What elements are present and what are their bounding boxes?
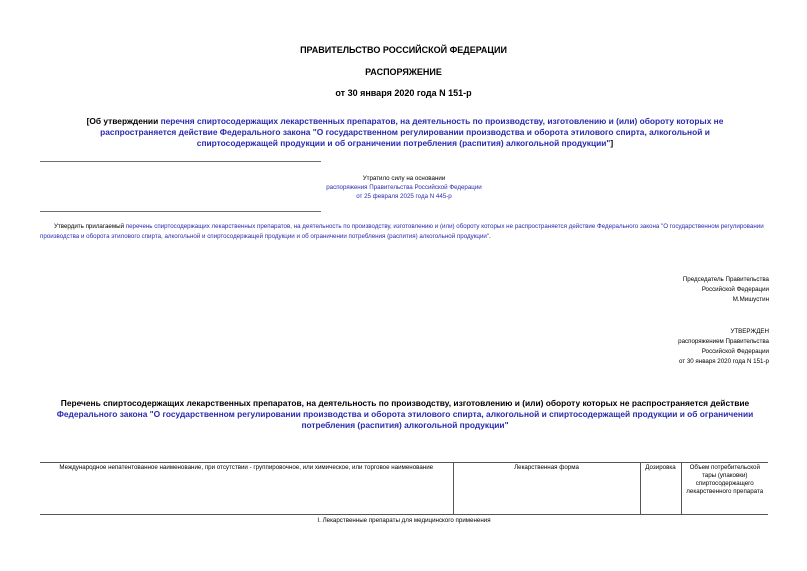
list-title: [45, 398, 765, 431]
table-section-heading: I. Лекарственные препараты для медицинского применения: [317, 517, 491, 524]
signature-name: М.Мишустин: [732, 296, 769, 303]
title-suffix: ]: [610, 138, 614, 148]
signature-title: Председатель Правительства: [682, 276, 769, 283]
government-name: ПРАВИТЕЛЬСТВО РОССИЙСКОЙ ФЕДЕРАЦИИ: [300, 45, 507, 55]
approved-heading: УТВЕРЖДЕН: [730, 328, 769, 335]
signature-block: [469, 275, 769, 305]
body-paragraph: [40, 222, 770, 242]
signature-country: Российской Федерации: [701, 286, 769, 293]
document-title: [60, 116, 750, 149]
body-suffix: .: [489, 233, 491, 240]
repeal-text: Утратило силу на основании: [362, 175, 446, 182]
approved-block: [469, 327, 769, 367]
body-link[interactable]: перечень спиртосодержащих лекарственных препаратов, на деятельность по производству, изготовлению и (или) обороту которых не распространяется действие Федерального закона "О государственном регулировании производства и оборота этилового спирта, алкогольной и спиртосодержащей продукции и об ограничении потребления (распития) алкогольной продукции": [40, 223, 764, 240]
approved-date: от 30 января 2020 года N 151-р: [678, 358, 769, 365]
divider-top: [40, 161, 321, 162]
list-title-link[interactable]: Федерального закона "О государственном регулировании производства и оборота этилового спирта, алкогольной и спиртосодержащей продукции и об ограничении потребления (распития) алкогольной продукции": [56, 409, 754, 430]
document-date-number: от 30 января 2020 года N 151-р: [335, 88, 472, 98]
repeal-link-date[interactable]: от 25 февраля 2025 года N 445-р: [356, 193, 452, 200]
divider-bottom: [40, 211, 321, 212]
title-prefix: [Об утверждении: [86, 116, 161, 126]
title-link[interactable]: перечня спиртосодержащих лекарственных препаратов, на деятельность по производству, изготовлению и (или) обороту которых не распространяется действие Федерального закона "О государственном регулировании производства и оборота этилового спирта, алкогольной и спиртосодержащей продукции и об ограничении потребления (распития) алкогольной продукции": [100, 116, 724, 148]
column-header-volume: Объем потребительской тары (упаковки) спиртосодержащего лекарственного препарата: [681, 463, 768, 515]
column-header-dosage: Дозировка: [640, 463, 681, 515]
document-type: РАСПОРЯЖЕНИЕ: [365, 67, 442, 77]
list-title-prefix: Перечень спиртосодержащих лекарственных препаратов, на деятельность по производству, изготовлению и (или) обороту которых не распространяется действие: [60, 398, 750, 408]
column-header-name: Международное непатентованное наименование, при отсутствии - группировочное, или химическое, или торговое наименование: [40, 463, 453, 515]
approved-country: Российской Федерации: [701, 348, 769, 355]
column-header-form: Лекарственная форма: [453, 463, 640, 515]
body-prefix: Утвердить прилагаемый: [54, 223, 126, 230]
drug-list-table: [40, 462, 768, 527]
repeal-link[interactable]: распоряжения Правительства Российской Федерации: [326, 184, 482, 191]
approved-by: распоряжением Правительства: [678, 338, 769, 345]
repeal-notice: [40, 174, 768, 201]
